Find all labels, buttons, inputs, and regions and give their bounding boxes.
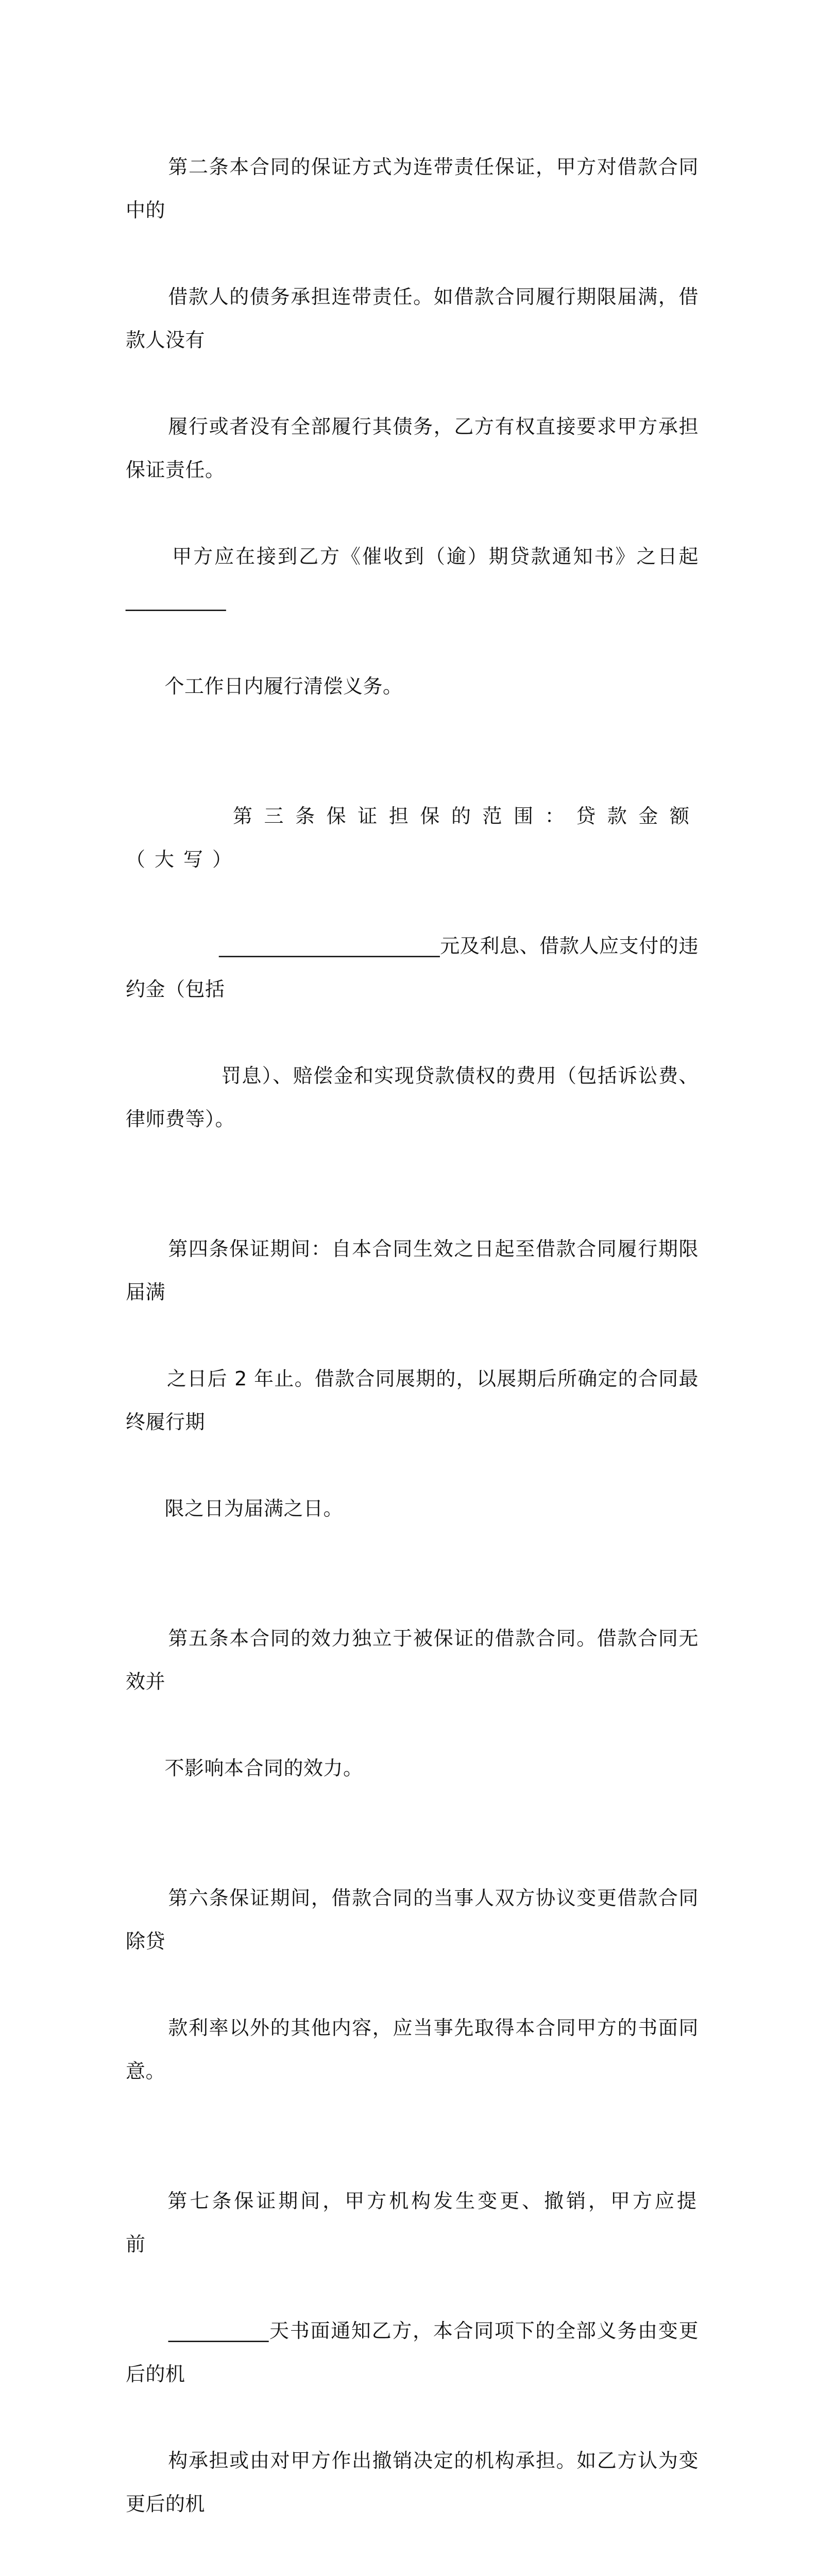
article-2-line-3: 履行或者没有全部履行其债务，乙方有权直接要求甲方承担保证责任。 xyxy=(126,415,699,481)
article-2-paragraph xyxy=(126,102,699,751)
article-3-line-3: 罚息）、赔偿金和实现贷款债权的费用（包括诉讼费、律师费等）。 xyxy=(126,1064,699,1130)
article-5-paragraph xyxy=(126,1573,699,1833)
article-7-line-2: __________天书面通知乙方，本合同项下的全部义务由变更后的机 xyxy=(126,2319,699,2385)
article-6-paragraph xyxy=(126,1833,699,2136)
article-4-line-3: 限之日为届满之日。 xyxy=(164,1497,343,1520)
article-7-paragraph xyxy=(126,2136,699,2576)
article-4-paragraph xyxy=(126,1184,699,1573)
article-3-paragraph xyxy=(126,751,699,1184)
article-6-line-2: 款利率以外的其他内容，应当事先取得本合同甲方的书面同意。 xyxy=(126,2016,699,2082)
article-3-line-2: ______________________元及利息、借款人应支付的违约金（包括 xyxy=(126,935,699,1001)
article-4-line-2: 之日后 2 年止。借款合同展期的，以展期后所确定的合同最终履行期 xyxy=(126,1367,699,1433)
article-2-line-5: 个工作日内履行清偿义务。 xyxy=(164,675,403,698)
document-body xyxy=(126,102,699,2576)
article-7-line-1: 第七条保证期间，甲方机构发生变更、撤销，甲方应提前 xyxy=(126,2190,699,2256)
article-5-line-1: 第五条本合同的效力独立于被保证的借款合同。借款合同无效并 xyxy=(126,1627,699,1693)
article-5-line-2: 不影响本合同的效力。 xyxy=(164,1757,363,1780)
article-6-line-1: 第六条保证期间，借款合同的当事人双方协议变更借款合同除贷 xyxy=(126,1887,699,1953)
article-4-line-1: 第四条保证期间：自本合同生效之日起至借款合同履行期限届满 xyxy=(126,1238,699,1303)
article-3-line-1: 第三条保证担保的范围：贷款金额（大写） xyxy=(126,805,699,871)
article-2-line-4: 甲方应在接到乙方《催收到（逾）期贷款通知书》之日起__________ xyxy=(126,545,699,611)
article-7-line-3: 构承担或由对甲方作出撤销决定的机构承担。如乙方认为变更后的机 xyxy=(126,2449,699,2515)
article-2-line-1: 第二条本合同的保证方式为连带责任保证，甲方对借款合同中的 xyxy=(126,156,699,222)
article-2-line-2: 借款人的债务承担连带责任。如借款合同履行期限届满，借款人没有 xyxy=(126,285,699,351)
